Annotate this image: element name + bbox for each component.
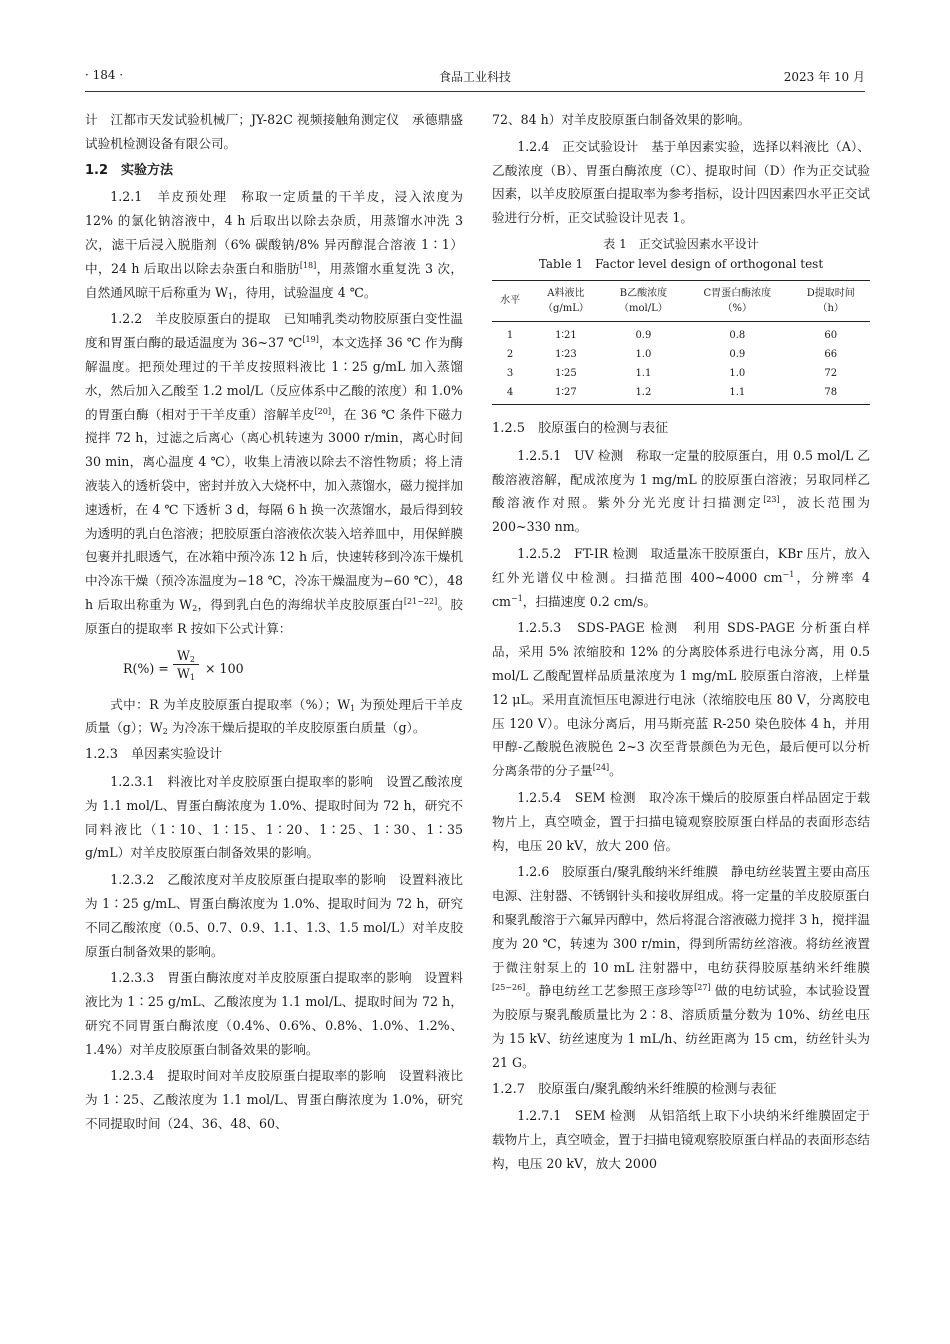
- table-cell: 1.0: [635, 348, 652, 360]
- paragraph-1-2-4: 1.2.4 正交试验设计 基于单因素实验，选择以料液比（A）、乙酸浓度（B）、胃蛋白酶浓度（C）、提取时间（D）作为正交试验因素，以羊皮胶原蛋白提取率为参考指标，设计四因素四水平正交试验进行分析，正交试验设计见表 1。: [492, 138, 870, 226]
- paragraph-1-2-5-2: 1.2.5.2 FT-IR 检测 取适量冻干胶原蛋白，KBr 压片，放入红外光谱仪中检测。扫描范围 400~4000 $cm^{-1}$，分辨率 4 $cm^{-1}$，扫描速度 0.2 cm/s。: [492, 545, 870, 609]
- section-heading-1-2: 1.2 实验方法: [85, 162, 174, 178]
- page-header: [85, 68, 865, 88]
- table-row: [492, 364, 870, 383]
- table-caption-en: Table 1 Factor level design of orthogonal test: [538, 256, 824, 271]
- table-cell: 1∶21: [555, 329, 577, 341]
- table-cell: 1.1: [635, 367, 652, 379]
- section-heading-1-2-3: 1.2.3 单因素实验设计: [85, 747, 223, 763]
- table-cell: 1.2: [604, 383, 684, 405]
- page-number: · 184 ·: [85, 68, 124, 82]
- table-caption-cn: 表 1 正交试验因素水平设计: [603, 236, 759, 251]
- table-cell: 1∶23: [555, 348, 577, 360]
- table-header-cell: A料液比 （g/mL）: [528, 280, 603, 321]
- paragraph-1-2-6: 1.2.6 胶原蛋白/聚乳酸纳米纤维膜 静电纺丝装置主要由高压电源、注射器、不锈钢针头和接收屏组成。将一定量的羊皮胶原蛋白和聚乳酸溶于六氟异丙醇中，然后将混合溶液磁力搅拌 3 h，搅拌温度为 20 ℃，转速为 300 r/min，得到所需纺丝溶液。将纺丝液置于微注射泵上的 10 mL 注射器中，电纺获得胶原基纳米纤维膜[25−26]。静电纺丝工艺参照王彦珍等[27] 做的电纺试验，本试验设置为胶原与聚乳酸质量比为 2∶8、溶质质量分数为 10%、纺丝电压为 15 kV、纺丝速度为 1 mL/h、纺丝距离为 15 cm，纺丝针头为 21 G。: [492, 864, 871, 1070]
- table-cell: 1: [506, 329, 514, 341]
- table-cell: 3: [506, 367, 514, 379]
- table-row: [492, 383, 870, 405]
- section-heading-1-2-7: 1.2.7 胶原蛋白/聚乳酸纳米纤维膜的检测与表征: [492, 1081, 777, 1097]
- paragraph-equipment-cont: 计 江都市天发试验机械厂；JY-82C 视频接触角测定仪 承德鼎盛试验机检测设备有限公司。: [85, 112, 463, 151]
- paragraph-1-2-5-3: 1.2.5.3 SDS-PAGE 检测 利用 SDS-PAGE 分析蛋白样品，采用 5% 浓缩胶和 12% 的分离胶体系进行电泳分离，用 0.5 mol/L 乙酸配置样品质量浓度为 1 mg/mL 胶原蛋白溶液，上样量 12 μL。采用直流恒压电源进行电泳（浓缩胶电压 80 V，分离胶电压 120 V）。电泳分离后，用马斯亮蓝 R-250 染色胶体 4 h，并用甲醇-乙酸脱色液脱色 2~3 次至背景颜色为无色，最后便可以分析分离条带的分子量[24]。: [492, 620, 870, 779]
- table-row: [492, 345, 870, 364]
- table-cell: 2: [506, 348, 514, 360]
- table-body: [492, 321, 870, 404]
- paragraph-formula-explanation: 式中：R 为羊皮胶原蛋白提取率（%）；$W_1$ 为预处理后干羊皮质量（g）；$W_2$ 为冷冻干燥后提取的羊皮胶原蛋白质量（g）。: [85, 696, 463, 737]
- table-cell: 60: [824, 329, 838, 341]
- table-cell: 66: [824, 348, 838, 360]
- factor-level-table: [492, 280, 870, 405]
- table-cell: 1.0: [729, 367, 746, 379]
- table-cell: 78: [791, 383, 870, 405]
- table-cell: 72: [824, 367, 838, 379]
- table-header-cell: D提取时间 （h）: [791, 280, 870, 321]
- table-cell: 4: [492, 383, 528, 405]
- table-header-cell: 水平: [492, 280, 528, 321]
- extraction-rate-formula: R(%) = $\frac{W_2}{W_1}$ × 100: [123, 647, 244, 682]
- paragraph-1-2-1: 1.2.1 羊皮预处理 称取一定质量的干羊皮，浸入浓度为 12% 的氯化钠溶液中，4 h 后取出以除去杂质，用蒸馏水冲洗 3 次，滤干后浸入脱脂剂（6% 碳酸钠/8% 异丙醇混合溶液 1∶1）中，24 h 后取出以除去杂蛋白和脂肪[18]，用蒸馏水重复洗 3 次，自然通风晾干后称重为 $W_1$，待用，试验温度 4 ℃。: [85, 189, 463, 301]
- left-column: [85, 108, 463, 1139]
- right-column: [492, 108, 870, 1179]
- paragraph-1-2-3-4: 1.2.3.4 提取时间对羊皮胶原蛋白提取率的影响 设置料液比为 1∶25、乙酸浓度为 1.1 mol/L、胃蛋白酶浓度为 1.0%，研究不同提取时间（24、36、48、60、: [85, 1068, 463, 1132]
- table-cell: 1.1: [683, 383, 791, 405]
- paragraph-1-2-5-4: 1.2.5.4 SEM 检测 取冷冻干燥后的胶原蛋白样品固定于载物片上，真空喷金，置于扫描电镜观察胶原蛋白样品的表面形态结构，电压 20 kV，放大 200 倍。: [492, 789, 870, 853]
- paragraph-1-2-3-2: 1.2.3.2 乙酸浓度对羊皮胶原蛋白提取率的影响 设置料液比为 1∶25 g/mL、胃蛋白酶浓度为 1.0%、提取时间为 72 h，研究不同乙酸浓度（0.5、0.7、0.9、1.1、1.3、1.5 mol/L）对羊皮胶原蛋白制备效果的影响。: [85, 872, 463, 959]
- table-cell: 0.9: [635, 329, 652, 341]
- journal-title: 食品工业科技: [438, 70, 511, 84]
- table-header-cell: B乙酸浓度 （mol/L）: [604, 280, 684, 321]
- section-heading-1-2-5: 1.2.5 胶原蛋白的检测与表征: [492, 420, 669, 436]
- table-row: [492, 321, 870, 345]
- table-header-row: [492, 280, 870, 321]
- paragraph-1-2-2: 1.2.2 羊皮胶原蛋白的提取 已知哺乳类动物胶原蛋白变性温度和胃蛋白酶的最适温度为 36~37 ℃[19]，本文选择 36 ℃ 作为酶解温度。把预处理过的干羊皮按照料液比 1∶25 g/mL 加入蒸馏水，然后加入乙酸至 1.2 mol/L（反应体系中乙酸的浓度）和 1.0% 的胃蛋白酶（相对于干羊皮重）溶解羊皮[20]，在 36 ℃ 条件下磁力搅拌 72 h，过滤之后离心（离心机转速为 3000 r/min，离心时间 30 min，离心温度 4 ℃），收集上清液以除去不溶性物质；将上清液装入的透析袋中，密封并放入大烧杯中，加入蒸馏水，磁力搅拌加速透析，在 4 ℃ 下透析 3 d，每隔 6 h 换一次蒸馏水，最后得到较为透明的乳白色溶液；把胶原蛋白溶液依次装入培养皿中，用保鲜膜包裹并扎眼透气，在冰箱中预冷冻 12 h 后，快速转移到冷冻干燥机中冷冻干燥（预冷冻温度为−18 ℃，冷冻干燥温度为−60 ℃），48 h 后取出称重为 $W_2$，得到乳白色的海绵状羊皮胶原蛋白[21−22]。胶原蛋白的提取率 R 按如下公式计算：: [85, 311, 464, 636]
- header-rule: [85, 91, 865, 92]
- table-cell: 1∶25: [555, 367, 577, 379]
- paragraph-1-2-7-1: 1.2.7.1 SEM 检测 从铝箔纸上取下小块纳米纤维膜固定于载物片上，真空喷金，置于扫描电镜观察胶原蛋白样品的表面形态结构，电压 20 kV，放大 2000: [492, 1108, 870, 1171]
- table-header-cell: C胃蛋白酶浓度 （%）: [683, 280, 791, 321]
- paragraph-1-2-3-1: 1.2.3.1 料液比对羊皮胶原蛋白提取率的影响 设置乙酸浓度为 1.1 mol/L、胃蛋白酶浓度为 1.0%、提取时间为 72 h，研究不同料液比（1∶10、1∶15、1∶20、1∶25、1∶30、1∶35 g/mL）对羊皮胶原蛋白制备效果的影响。: [85, 773, 463, 861]
- table-cell: 1∶27: [528, 383, 603, 405]
- paragraph-1-2-3-4-cont: 72、84 h）对羊皮胶原蛋白制备效果的影响。: [492, 112, 751, 127]
- paragraph-1-2-5-1: 1.2.5.1 UV 检测 称取一定量的胶原蛋白，用 0.5 mol/L 乙酸溶液溶解，配成浓度为 1 mg/mL 的胶原蛋白溶液；另取同样乙酸溶液作对照。紫外分光光度计扫描测定[23]，波长范围为 200~330 nm。: [492, 447, 871, 535]
- paragraph-1-2-3-3: 1.2.3.3 胃蛋白酶浓度对羊皮胶原蛋白提取率的影响 设置料液比为 1∶25 g/mL、乙酸浓度为 1.1 mol/L、提取时间为 72 h，研究不同胃蛋白酶浓度（0.4%、0.6%、0.8%、1.0%、1.2%、1.4%）对羊皮胶原蛋白制备效果的影响。: [85, 970, 463, 1057]
- issue-date: 2023 年 10 月: [783, 70, 865, 84]
- table-cell: 0.8: [729, 329, 746, 341]
- table-cell: 0.9: [729, 348, 746, 360]
